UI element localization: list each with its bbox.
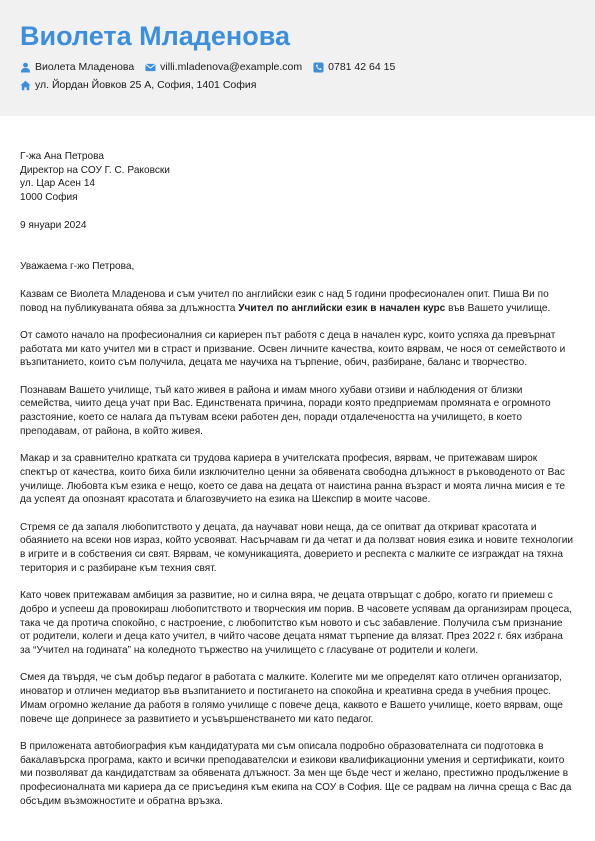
phone-icon — [313, 62, 324, 73]
contact-name-text: Виолета Младенова — [35, 61, 135, 73]
paragraph-intro-end: във Вашето училище. — [445, 302, 551, 314]
letter-body — [0, 116, 595, 808]
paragraph-intro-start: Казвам се Виолета Младенова и съм учител по английски език с над 5 години професионален опит. Пиша Ви по повод на публикуваната обява за длъжността — [20, 288, 549, 314]
paragraph-4: Макар и за сравнително кратката си трудова кариера в учителската професия, вярвам, че притежавам широк спектър от качества, които биха били изключително ценни за обявената свободна длъжност в ръководеното от Вас училище. Любовта към езика е нещо, което се дава на децата от наистина ранна възраст и моята лична мисия е те да успеят да опознаят красотата и благозвучието на езика на Шекспир в моите часове. — [20, 453, 565, 506]
address-row — [20, 79, 575, 92]
paragraph-3: Познавам Вашето училище, тъй като живея в района и имам много хубави отзиви и наблюдения от близки семейства, чиито деца учат при Вас. Единствената причина, поради която предприемам промяната е огромното разстояние, което се налага да пътувам всеки работен ден, поради отдалечеността на училището, в което преподавам, от района, в който живея. — [20, 384, 551, 437]
greeting: Уважаема г-жо Петрова, — [20, 261, 135, 273]
contact-name — [20, 61, 134, 74]
paragraph-8: В приложената автобиография към кандидатурата ми съм описала подробно образователната си подготовка в бакалавърска програма, както и всички преподавателски и езикови квалификационни умения и сертификати, които ми позволяват да кандидатствам за обявената длъжност. За мен ще бъде чест и желано, престижно продължение в професионалната ми кариера да се присъединя към екипа на СОУ в София. Ще се радвам на лична среща с Вас да обсъдим възможностите и обратна връзка. — [20, 740, 572, 807]
recipient-block — [20, 150, 575, 205]
header — [0, 0, 595, 116]
letter-date: 9 януари 2024 — [20, 219, 87, 231]
paragraph-2: От самото начало на професионалния си кариерен път работя с деца в начален курс, които успяха да превърнат работата ми като учител ми в страст и призвание. Освен личните качества, които вярвам, че нося от семейството и възпитанието, които съм получила, децата ме научиха на търпение, обич, разбиране, баланс и творчество. — [20, 329, 566, 369]
contact-address-text: ул. Йордан Йовков 25 А, София, 1401 София — [35, 79, 257, 91]
recipient-street: ул. Цар Асен 14 — [20, 178, 96, 190]
contact-phone — [313, 61, 395, 74]
home-icon — [20, 80, 31, 91]
contact-email — [145, 61, 302, 74]
contact-email-text[interactable]: villi.mladenova@example.com — [160, 61, 303, 73]
recipient-name: Г-жа Ана Петрова — [20, 151, 104, 162]
applicant-name: Виолета Младенова — [20, 21, 290, 51]
paragraph-5: Стремя се да запаля любопитството у децата, да научават нови неща, да се опитват да откриват красотата и обаянието на всеки нов израз, който усвояват. Насърчавам ги да четат и да ползват новия езика и новите технологии в игрите и в собствения си свят. Вярвам, че комуникацията, доверието и респекта с малките се изграждат на тяхна територия и с разбиране към техния свят. — [20, 521, 574, 574]
paragraph-7: Смея да твърдя, че съм добър педагог в работата с малките. Колегите ми ме определят като отличен организатор, иноватор и отличен медиатор във възпитанието и постигането на спокойна и креативна среда в учебния процес. Имам огромно желание да работя в голямо училище с повече деца, каквото е Вашето училище, което вярвам, още повече ще допринесе за развитието и усъвършенстването ми като педагог. — [20, 672, 563, 725]
recipient-title: Директор на СОУ Г. С. Раковски — [20, 164, 170, 176]
paragraph-intro — [20, 288, 575, 315]
recipient-city: 1000 София — [20, 192, 78, 204]
contact-row — [20, 61, 575, 74]
position-title: Учител по английски език в начален курс — [238, 302, 446, 314]
user-icon — [20, 62, 31, 73]
contact-phone-text: 0781 42 64 15 — [328, 61, 396, 73]
contact-address — [20, 79, 256, 92]
paragraph-6: Като човек притежавам амбиция за развитие, но и силна вяра, че децата отвръщат с добро, когато ги приемеш с добро и успееш да провокираш любопитството и творческия им порив. В часовете успявам да организирам процеса, така че да протича спокойно, с настроение, с любопитство към новото и със забавление. Получила съм признание от родители, колеги и деца като учител, в чийто часове децата нямат търпение да влязат. През 2022 г. бях избрана за “Учител на годината” на коледното тържество на училището с гласуване от родители и колеги. — [20, 590, 572, 657]
envelope-icon — [145, 62, 156, 73]
